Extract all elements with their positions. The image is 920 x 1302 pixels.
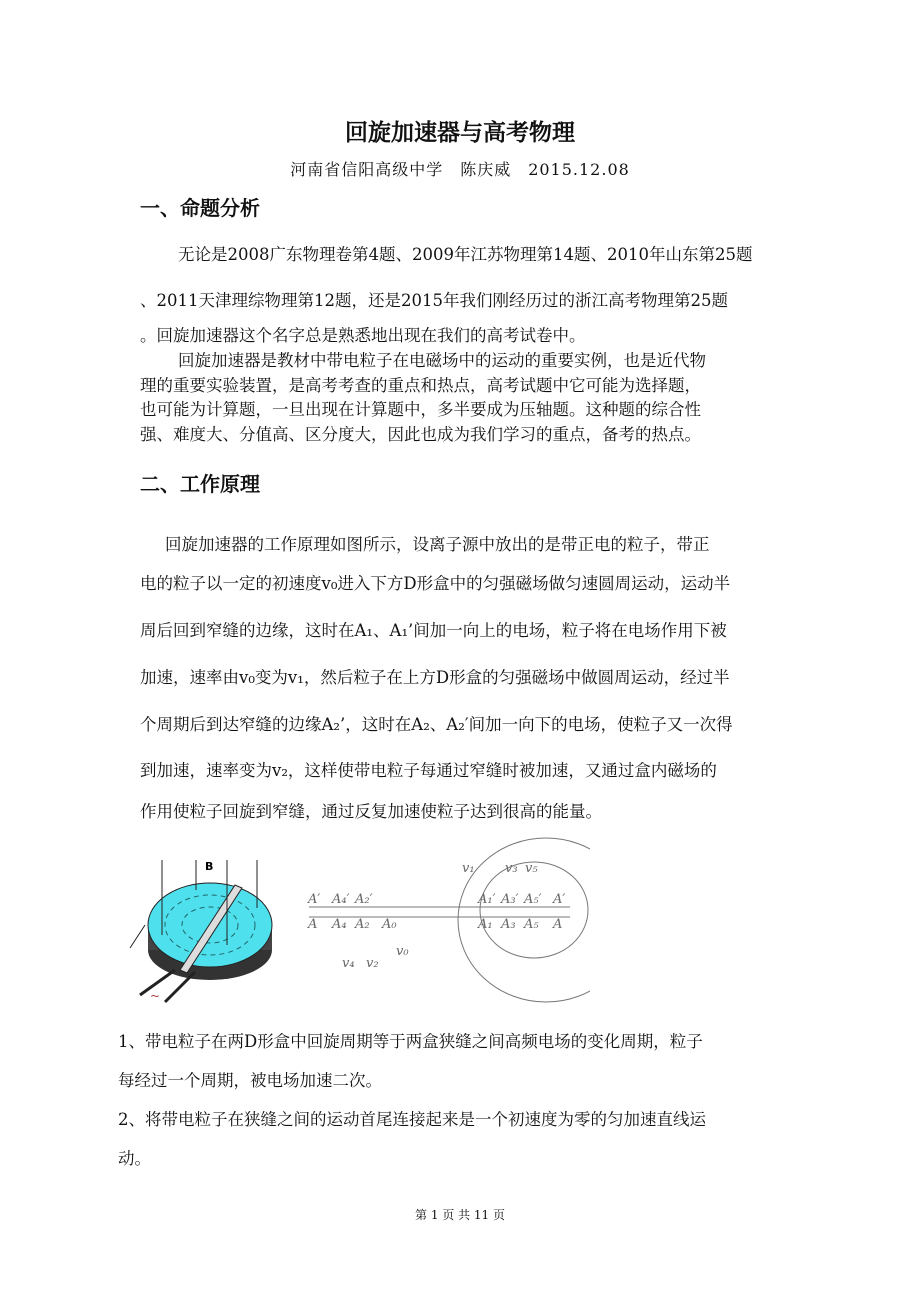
label: A₁′ (478, 892, 496, 907)
para-line: 电的粒子以一定的初速度v₀进入下方D形盒中的匀强磁场做匀速圆周运动，运动半 (140, 574, 731, 593)
point-line: 每经过一个周期，被电场加速二次。 (118, 1071, 382, 1090)
label: v₄ (342, 956, 355, 971)
doc-subtitle: 河南省信阳高级中学 陈庆威 2015.12.08 (290, 160, 630, 179)
label: A₅′ (524, 892, 542, 907)
label: v₁ (462, 861, 475, 876)
label: A₁ (478, 917, 493, 932)
para-line: 回旋加速器是教材中带电粒子在电磁场中的运动的重要实例，也是近代物 (178, 351, 706, 370)
para-line: 也可能为计算题，一旦出现在计算题中，多半要成为压轴题。这种题的综合性 (140, 400, 701, 419)
label: v₃ (505, 861, 518, 876)
label: A₃ (501, 917, 516, 932)
ac-source-label: ~ (150, 989, 161, 1003)
para-line: 强、难度大、分值高、区分度大，因此也成为我们学习的重点，备考的热点。 (140, 425, 701, 444)
label: A (553, 917, 563, 932)
label: v₀ (396, 944, 409, 959)
label: A′ (553, 892, 566, 907)
label: A₂′ (355, 892, 373, 907)
label: A′ (308, 892, 321, 907)
label: A₅ (524, 917, 539, 932)
label: A₂ (355, 917, 370, 932)
para-line: 作用使粒子回旋到窄缝，通过反复加速使粒子达到很高的能量。 (140, 802, 602, 821)
label: A (308, 917, 318, 932)
section1-heading: 一、命题分析 (140, 196, 260, 220)
para-line: 、2011天津理综物理第12题，还是2015年我们刚经历过的浙江高考物理第25题 (140, 291, 728, 310)
cyclotron-figure (110, 830, 590, 1010)
label: A₃′ (501, 892, 519, 907)
page-footer: 第 1 页 共 11 页 (415, 1208, 505, 1222)
para-line: 到加速，速率变为v₂，这样使带电粒子每通过窄缝时被加速，又通过盒内磁场的 (140, 761, 717, 780)
para-line: 理的重要实验装置，是高考考查的重点和热点，高考试题中它可能为选择题， (140, 376, 701, 395)
section2-heading: 二、工作原理 (140, 472, 260, 496)
label: v₂ (366, 956, 379, 971)
doc-title: 回旋加速器与高考物理 (345, 120, 575, 146)
para-line: 。回旋加速器这个名字总是熟悉地出现在我们的高考试卷中。 (140, 326, 586, 345)
label: v₅ (525, 861, 538, 876)
particle-path-diagram (309, 838, 590, 1002)
point-line: 1、带电粒子在两D形盒中回旋周期等于两盒狭缝之间高频电场的变化周期，粒子 (118, 1032, 703, 1051)
para-line: 回旋加速器的工作原理如图所示，设离子源中放出的是带正电的粒子，带正 (165, 535, 710, 554)
label: A₀ (382, 917, 397, 932)
inner-orbit (480, 862, 588, 958)
point-line: 2、将带电粒子在狭缝之间的运动首尾连接起来是一个初速度为零的匀加速直线运 (118, 1110, 706, 1129)
b-field-label: B (205, 860, 214, 873)
label: A₄ (332, 917, 347, 932)
para-line: 周后回到窄缝的边缘，这时在A₁、A₁’间加一向上的电场，粒子将在电场作用下被 (140, 621, 727, 640)
point-line: 动。 (118, 1149, 151, 1168)
para-line: 个周期后到达窄缝的边缘A₂’，这时在A₂、A₂′间加一向下的电场，使粒子又一次得 (140, 715, 733, 734)
para-line: 无论是2008广东物理卷第4题、2009年江苏物理第14题、2010年山东第25题 (178, 245, 753, 264)
label: A₄′ (332, 892, 350, 907)
para-line: 加速，速率由v₀变为v₁，然后粒子在上方D形盒的匀强磁场中做圆周运动，经过半 (140, 668, 730, 687)
cyclotron-3d-illustration (130, 860, 272, 1003)
